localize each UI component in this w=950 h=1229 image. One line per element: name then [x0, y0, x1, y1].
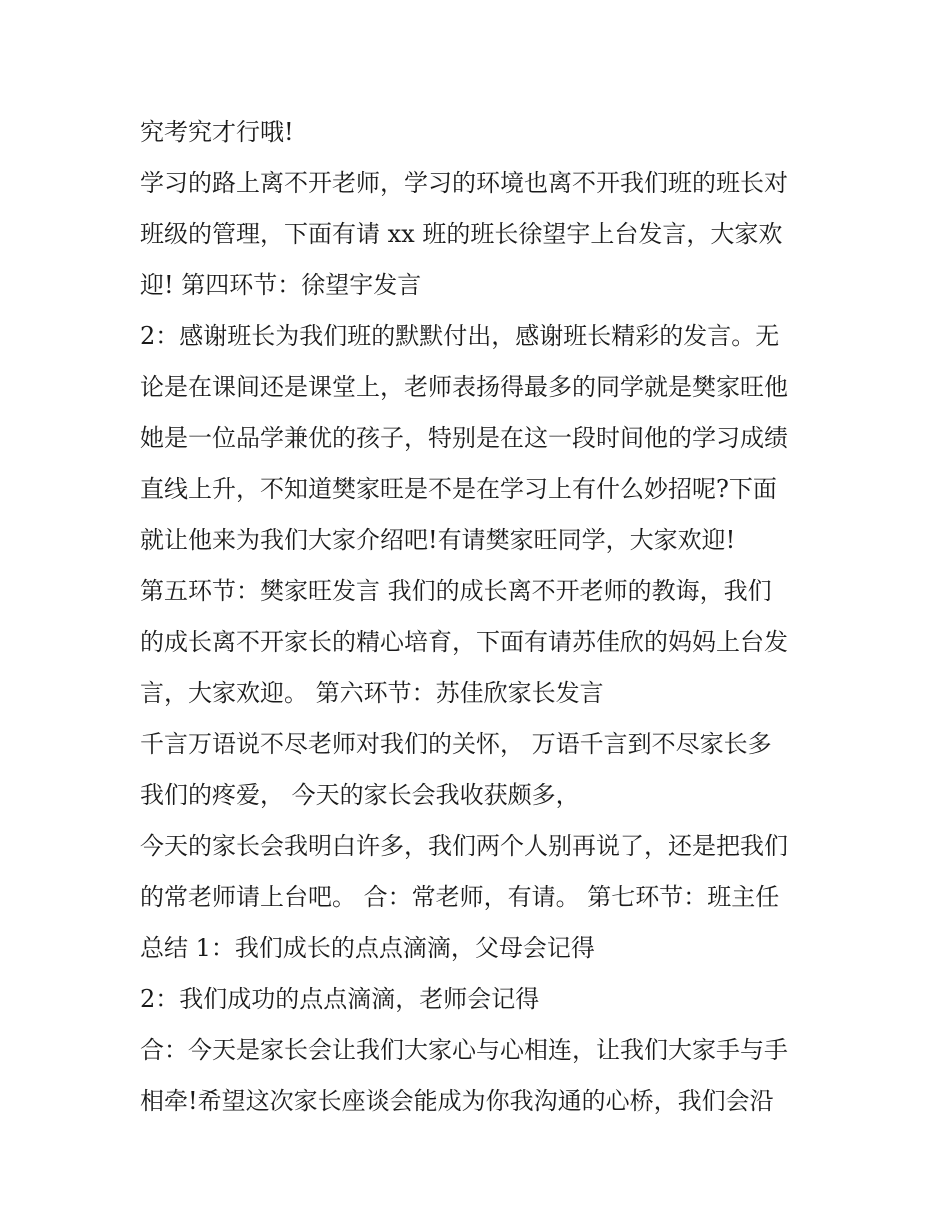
text-line: 班级的管理，下面有请 xx 班的班长徐望宇上台发言，大家欢: [140, 220, 783, 248]
text-line: 论是在课间还是课堂上，老师表扬得最多的同学就是樊家旺他: [140, 373, 788, 401]
text-line: 千言万语说不尽老师对我们的关怀， 万语千言到不尽家长多: [140, 730, 772, 758]
text-line: 今天的家长会我明白许多，我们两个人别再说了，还是把我们: [140, 832, 788, 860]
text-line: 2：我们成功的点点滴滴，老师会记得: [140, 985, 540, 1013]
text-line: 合：今天是家长会让我们大家心与心相连，让我们大家手与手: [140, 1036, 788, 1064]
text-line: 的常老师请上台吧。 合：常老师，有请。 第七环节：班主任: [140, 883, 780, 911]
text-line: 总结 1：我们成长的点点滴滴，父母会记得: [140, 934, 595, 962]
text-line: 2：感谢班长为我们班的默默付出，感谢班长精彩的发言。无: [140, 322, 780, 350]
text-line: 学习的路上离不开老师，学习的环境也离不开我们班的班长对: [140, 169, 788, 197]
text-line: 我们的疼爱， 今天的家长会我收获颇多，: [140, 781, 580, 809]
text-line: 第五环节：樊家旺发言 我们的成长离不开老师的教诲，我们: [140, 577, 772, 605]
text-line: 言，大家欢迎。 第六环节：苏佳欣家长发言: [140, 679, 604, 707]
text-line: 就让他来为我们大家介绍吧!有请樊家旺同学，大家欢迎!: [140, 526, 736, 554]
text-line: 的成长离不开家长的精心培育，下面有请苏佳欣的妈妈上台发: [140, 628, 788, 656]
text-line: 究考究才行哦!: [140, 118, 294, 146]
text-line: 直线上升，不知道樊家旺是不是在学习上有什么妙招呢?下面: [140, 475, 777, 503]
text-line: 相牵!希望这次家长座谈会能成为你我沟通的心桥，我们会沿: [140, 1087, 774, 1115]
text-line: 她是一位品学兼优的孩子，特别是在这一段时间他的学习成绩: [140, 424, 788, 452]
body-text: [140, 107, 830, 1127]
text-line: 迎! 第四环节：徐望宇发言: [140, 271, 422, 299]
